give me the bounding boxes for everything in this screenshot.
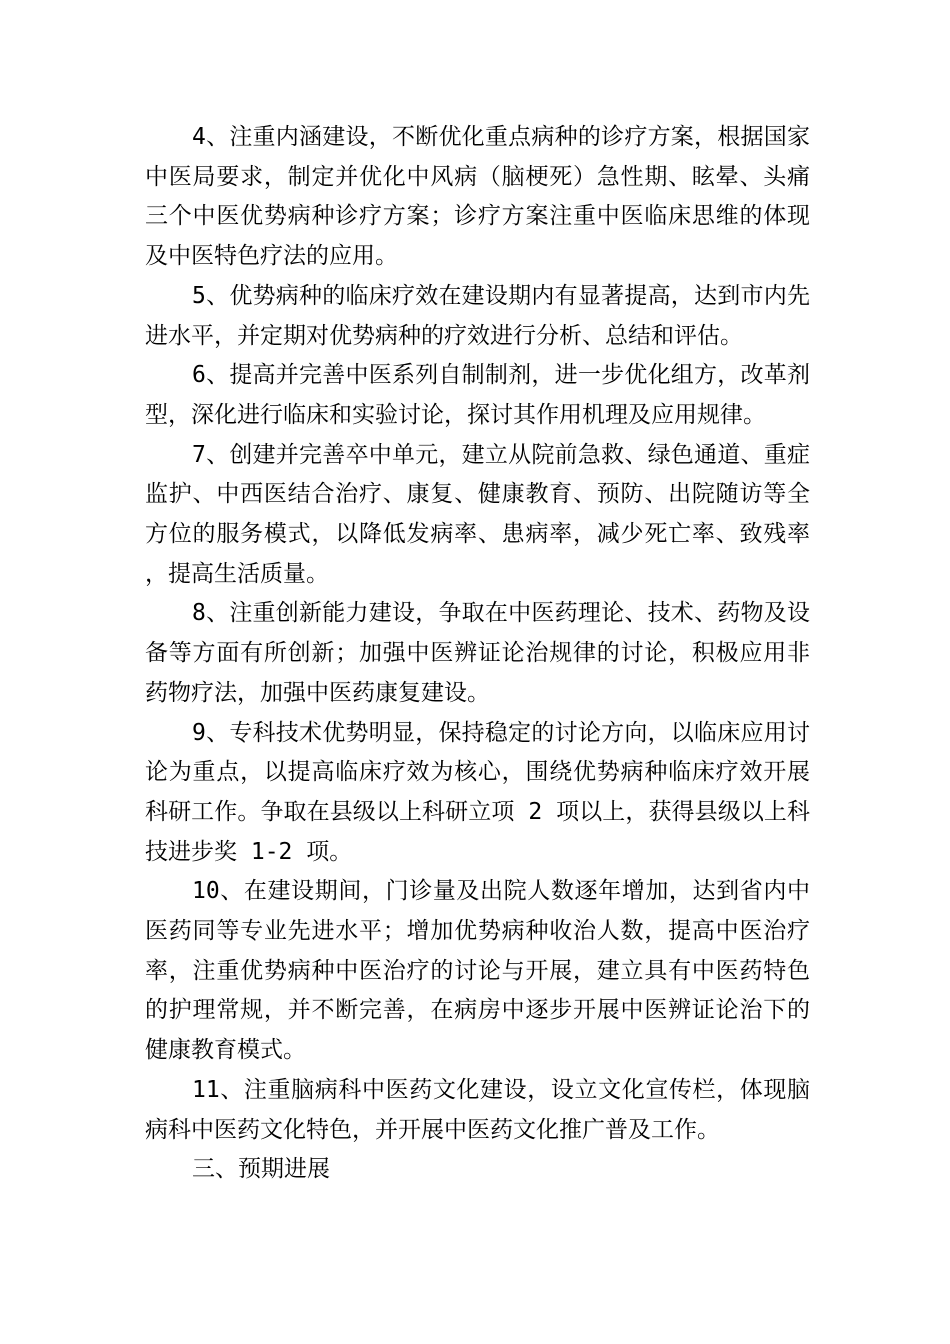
paragraph-item-8: 8、注重创新能力建设，争取在中医药理论、技术、药物及设备等方面有所创新；加强中医辨证论治规律的讨论，积极应用非药物疗法，加强中医药康复建设。 [145, 600, 810, 706]
section-heading: 三、预期进展 [192, 1156, 330, 1183]
document-body [145, 118, 810, 1190]
paragraph-item-11: 11、注重脑病科中医药文化建设，设立文化宣传栏，体现脑病科中医药文化特色，并开展中医药文化推广普及工作。 [145, 1076, 810, 1143]
paragraph-item-10: 10、在建设期间，门诊量及出院人数逐年增加，达到省内中医药同等专业先进水平；增加优势病种收治人数，提高中医治疗率，注重优势病种中医治疗的讨论与开展，建立具有中医药特色的护理常规，并不断完善，在病房中逐步开展中医辨证论治下的健康教育模式。 [145, 878, 810, 1064]
paragraph-item-9: 9、专科技术优势明显，保持稳定的讨论方向，以临床应用讨论为重点，以提高临床疗效为核心，围绕优势病种临床疗效开展科研工作。争取在县级以上科研立项 2 项以上，获得县级以上科技进步奖 1-2 项。 [145, 719, 810, 865]
paragraph-item-4: 4、注重内涵建设，不断优化重点病种的诊疗方案，根据国家中医局要求，制定并优化中风病（脑梗死）急性期、眩晕、头痛三个中医优势病种诊疗方案；诊疗方案注重中医临床思维的体现及中医特色疗法的应用。 [145, 124, 810, 270]
paragraph-item-6: 6、提高并完善中医系列自制制剂，进一步优化组方，改革剂型，深化进行临床和实验讨论，探讨其作用机理及应用规律。 [145, 362, 810, 428]
paragraph-item-7: 7、创建并完善卒中单元，建立从院前急救、绿色通道、重症监护、中西医结合治疗、康复、健康教育、预防、出院随访等全方位的服务模式，以降低发病率、患病率，减少死亡率、致残率，提高生活质量。 [145, 441, 810, 587]
paragraph-item-5: 5、优势病种的临床疗效在建设期内有显著提高，达到市内先进水平，并定期对优势病种的疗效进行分析、总结和评估。 [145, 282, 810, 349]
